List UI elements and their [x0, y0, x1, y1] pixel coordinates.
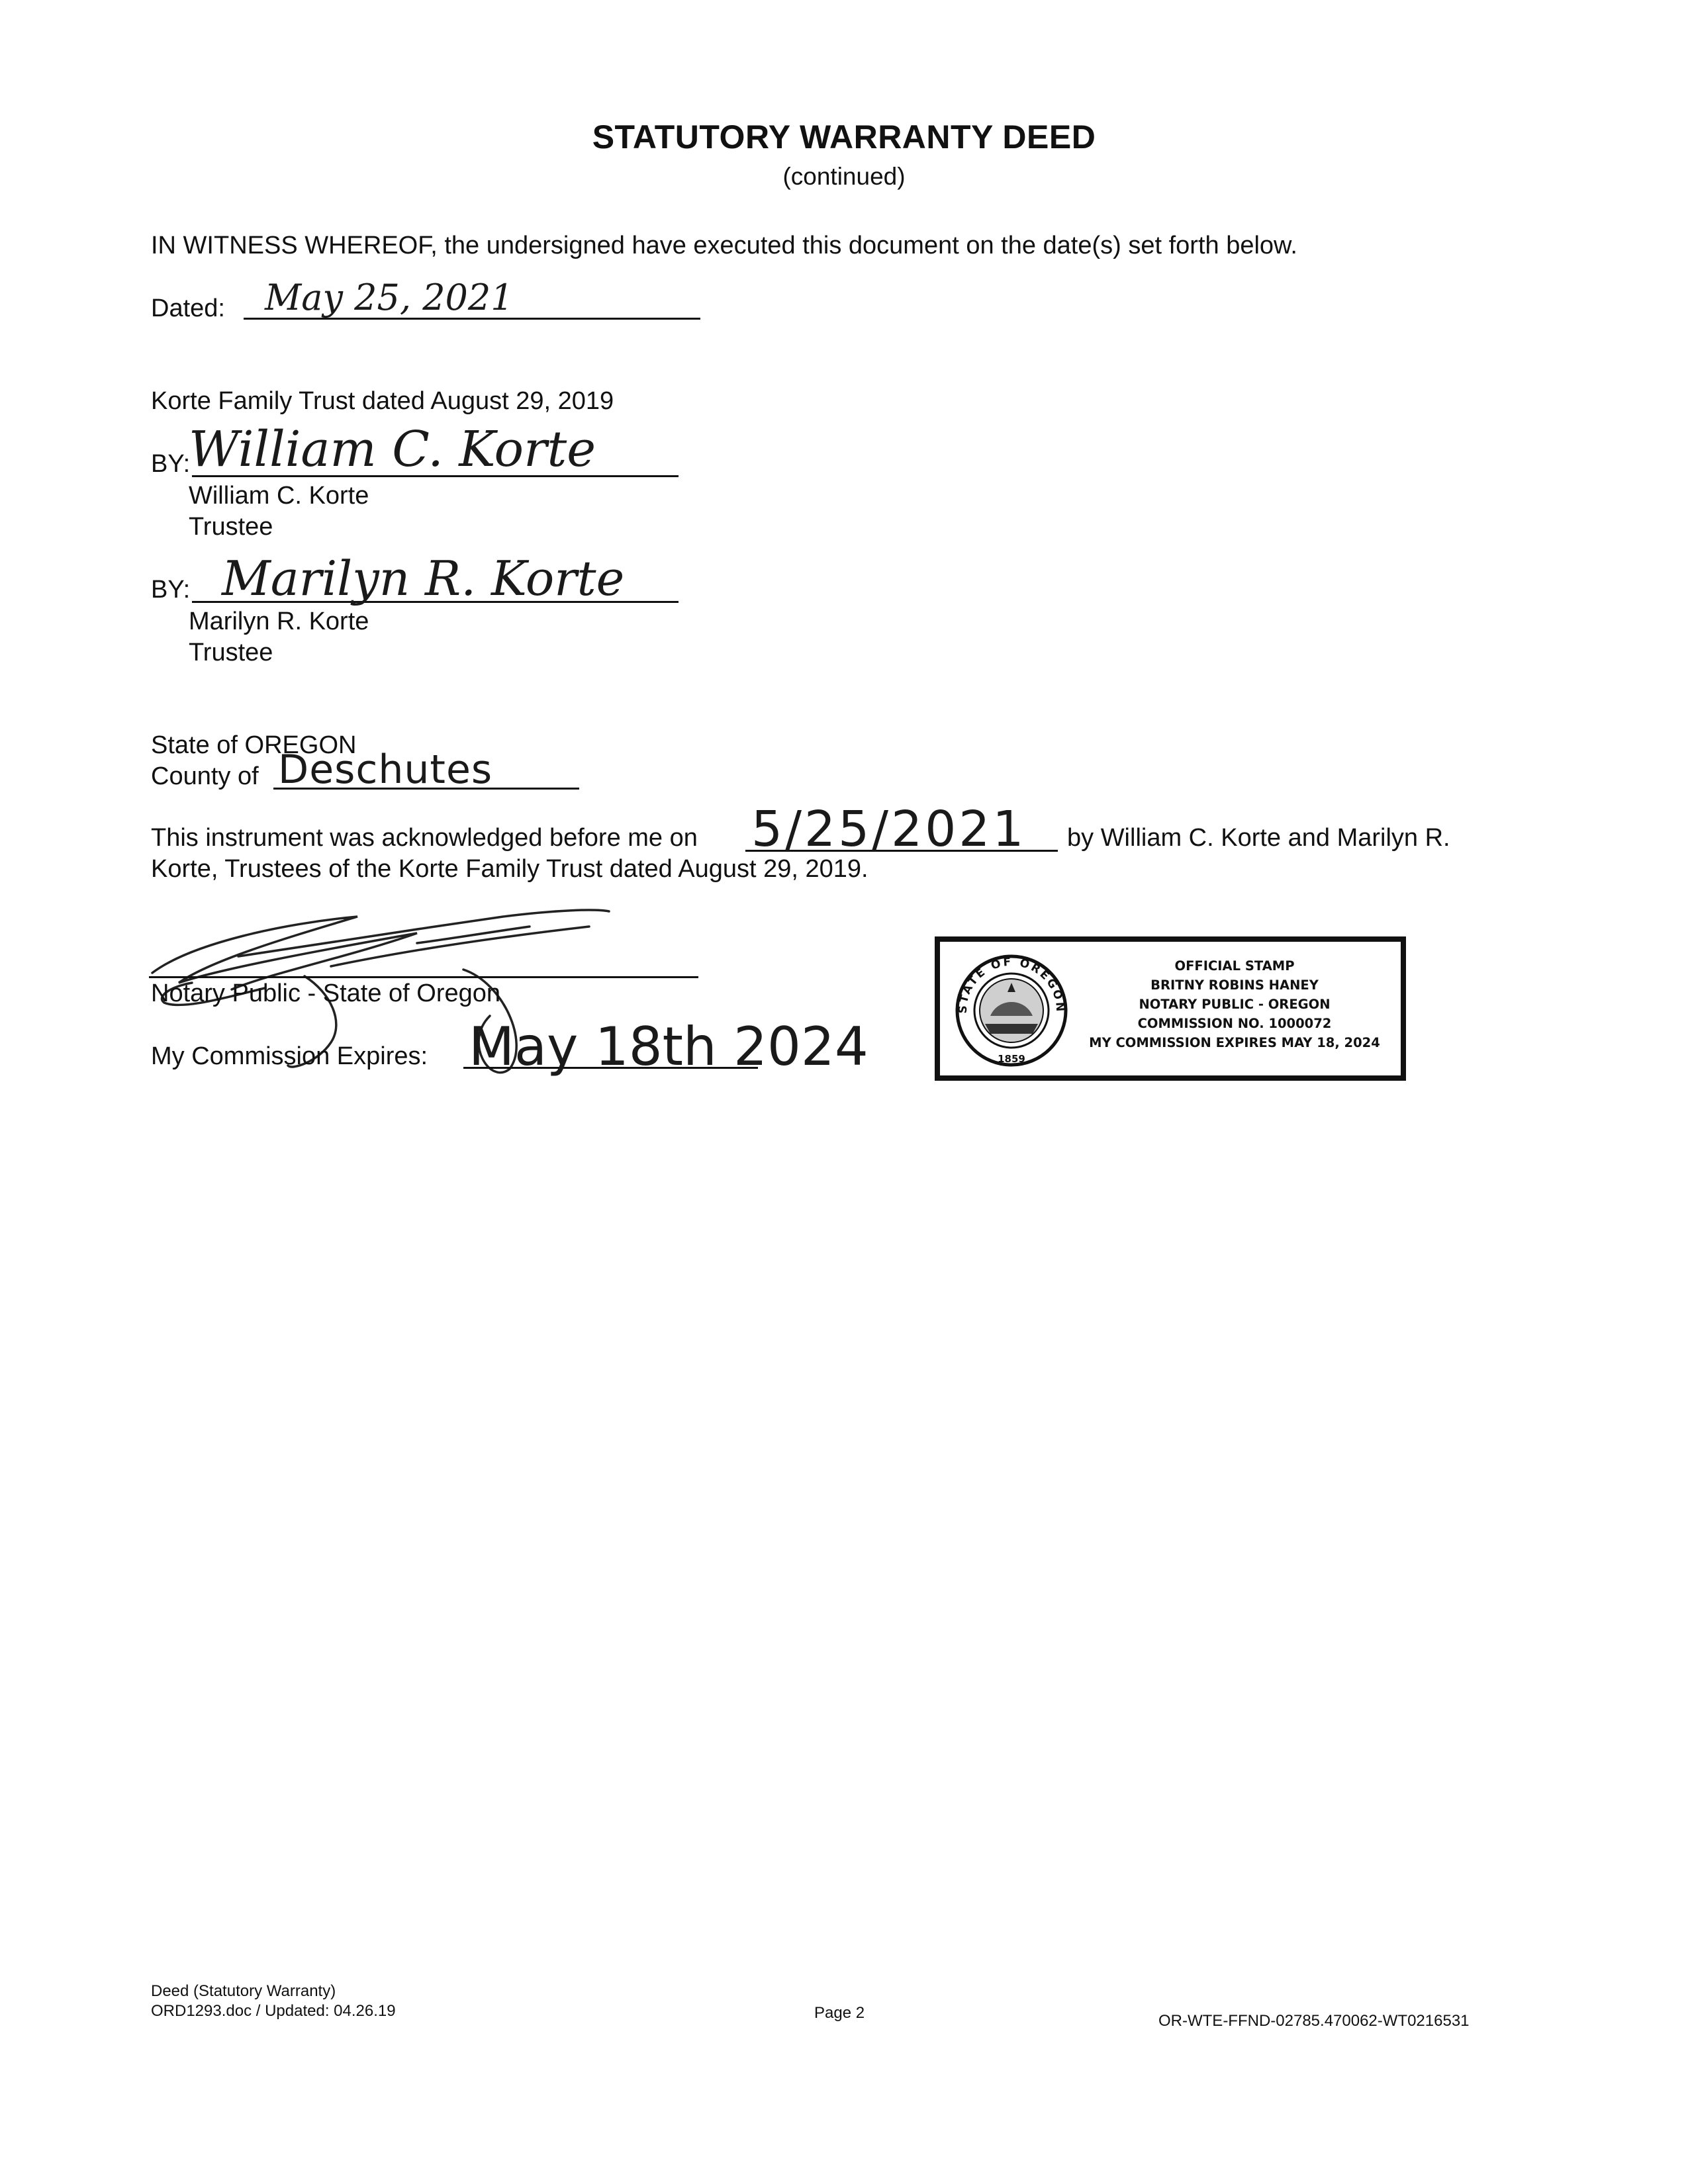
footer-form-file: ORD1293.doc / Updated: 04.26.19 — [151, 2002, 396, 2020]
commission-label: My Commission Expires: — [151, 1042, 428, 1070]
signer2-signature: Marilyn R. Korte — [222, 551, 625, 606]
commission-handwritten-value: May 18th 2024 — [469, 1016, 868, 1077]
stamp-line-4: COMMISSION NO. 1000072 — [1137, 1016, 1332, 1031]
state-line: State of OREGON — [151, 731, 357, 759]
stamp-line-1: OFFICIAL STAMP — [1174, 958, 1295, 974]
document-subtitle: (continued) — [782, 163, 906, 190]
trust-name: Korte Family Trust dated August 29, 2019 — [151, 387, 614, 415]
stamp-line-2: BRITNY ROBINS HANEY — [1150, 978, 1319, 993]
acknowledgment-text-2: by William C. Korte and Marilyn R. — [1067, 824, 1450, 852]
acknowledgment-text-1: This instrument was acknowledged before me on — [151, 824, 698, 852]
signer2-name: Marilyn R. Korte — [189, 608, 369, 635]
county-handwritten-value: Deschutes — [278, 747, 493, 793]
acknowledgment-handwritten-date: 5/25/2021 — [751, 801, 1027, 858]
witness-statement: IN WITNESS WHEREOF, the undersigned have executed this document on the date(s) set forth below. — [151, 232, 1297, 259]
signer1-name: William C. Korte — [189, 482, 369, 510]
seal-year: 1859 — [998, 1053, 1025, 1065]
signer1-signature: William C. Korte — [189, 421, 596, 478]
notary-signature-line — [149, 976, 698, 978]
notary-label: Notary Public - State of Oregon — [151, 979, 501, 1007]
footer-page-number: Page 2 — [814, 2004, 865, 2022]
signer1-title: Trustee — [189, 513, 273, 541]
stamp-line-5: MY COMMISSION EXPIRES MAY 18, 2024 — [1089, 1035, 1380, 1050]
signer1-by-label: BY: — [151, 450, 191, 478]
county-label: County of — [151, 762, 259, 790]
signer2-title: Trustee — [189, 639, 273, 666]
dated-label: Dated: — [151, 295, 225, 322]
acknowledgment-text-3: Korte, Trustees of the Korte Family Trust dated August 29, 2019. — [151, 855, 868, 883]
footer-document-id: OR-WTE-FFND-02785.470062-WT0216531 — [1158, 2012, 1470, 2030]
document-title: STATUTORY WARRANTY DEED — [592, 118, 1096, 156]
official-notary-stamp — [935, 936, 1406, 1081]
seal-top-text: STATE OF OREGON — [956, 955, 1067, 1014]
oregon-state-seal — [952, 951, 1071, 1070]
signer2-by-label: BY: — [151, 576, 191, 604]
stamp-line-3: NOTARY PUBLIC - OREGON — [1139, 997, 1331, 1012]
dated-handwritten-value: May 25, 2021 — [265, 277, 514, 318]
footer-form-name: Deed (Statutory Warranty) — [151, 1982, 336, 2000]
